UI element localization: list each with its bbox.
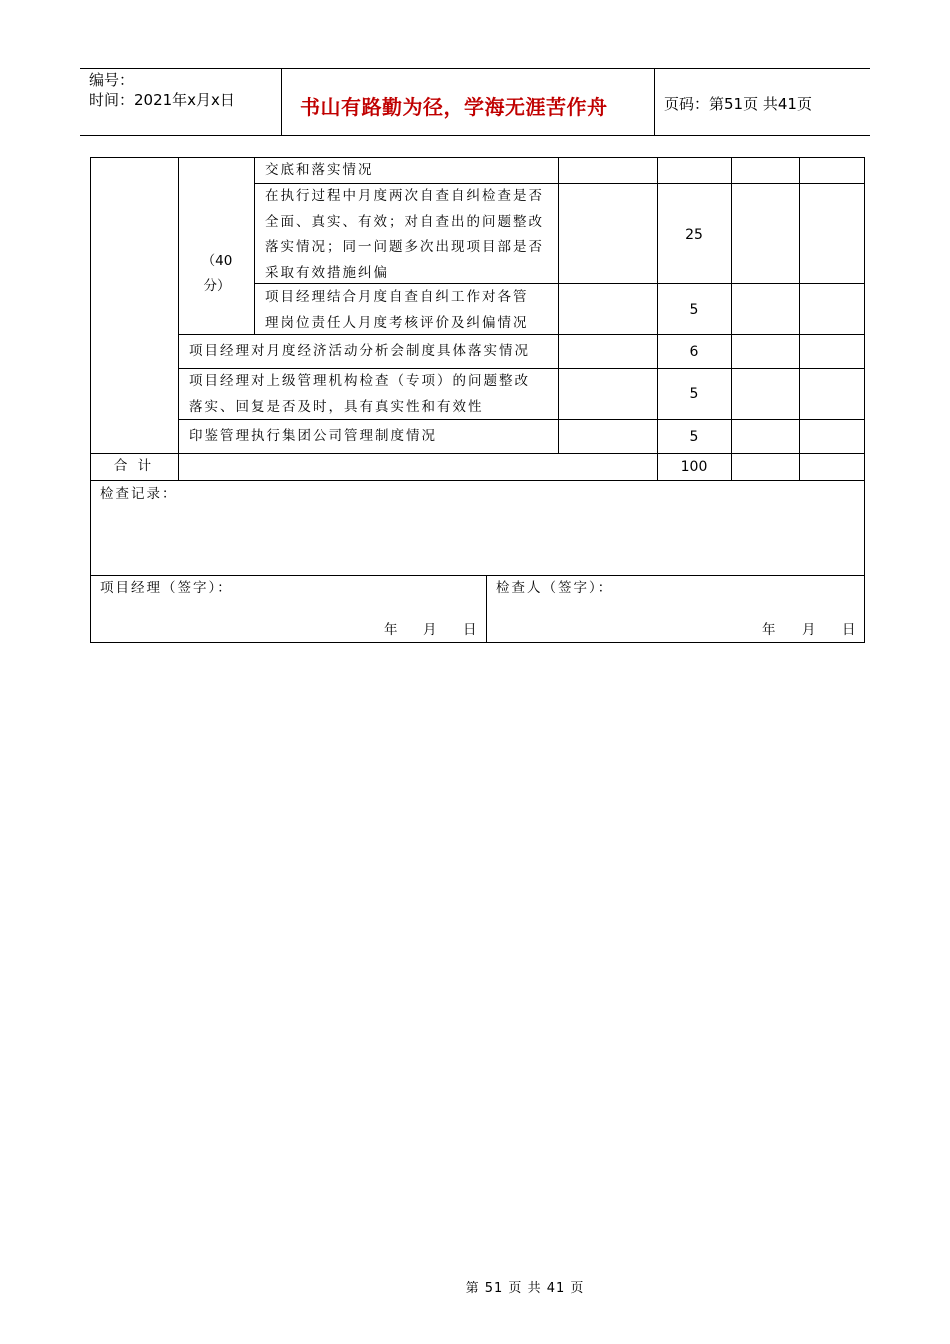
category-score-line: （40 [201, 253, 233, 269]
table-border-right [864, 157, 865, 643]
table-col-rule [178, 157, 179, 481]
document-number-label: 编号： [89, 71, 135, 89]
table-border-left [90, 157, 91, 643]
row-score: 5 [689, 386, 699, 402]
row-text-line: 理岗位责任人月度考核评价及纠偏情况 [265, 314, 529, 331]
inspector-date-month: 月 [802, 622, 818, 638]
table-row-text [189, 369, 530, 420]
row-score: 5 [689, 429, 699, 445]
page-number-label: 页码：第51页 共41页 [664, 95, 812, 113]
row-text-line: 印鉴管理执行集团公司管理制度情况 [189, 428, 437, 444]
table-col-rule [799, 157, 800, 481]
table-row-text [189, 339, 530, 365]
table-row-text [189, 424, 437, 450]
total-label: 合 计 [113, 458, 155, 474]
row-text-line: 全面、真实、有效；对自查出的问题整改 [265, 213, 544, 230]
table-rule [90, 453, 865, 454]
row-text-line: 在执行过程中月度两次自查自纠检查是否 [265, 188, 544, 204]
manager-date-year: 年 [384, 622, 400, 638]
header-motto: 书山有路勤为径，学海无涯苦作舟 [300, 95, 608, 119]
row-text-line: 落实、回复是否及时，具有真实性和有效性 [189, 398, 484, 415]
manager-signature-label: 项目经理（签字）： [100, 580, 233, 596]
table-row-text [265, 158, 374, 184]
document-time-label: 时间：2021年x月x日 [89, 91, 235, 109]
inspector-signature-label: 检查人（签字）： [496, 580, 614, 596]
header-divider-left [281, 68, 282, 136]
row-text-line: 采取有效措施纠偏 [265, 264, 389, 281]
table-row-text [265, 285, 529, 336]
row-text-line: 项目经理对上级管理机构检查（专项）的问题整改 [189, 373, 530, 389]
manager-date-month: 月 [423, 622, 439, 638]
category-score-line: 分） [203, 278, 231, 294]
row-text-line: 项目经理结合月度自查自纠工作对各管 [265, 289, 529, 305]
table-col-rule [731, 157, 732, 481]
row-text-line: 落实情况；同一问题多次出现项目部是否 [265, 239, 544, 255]
table-row-text [265, 184, 544, 286]
row-score: 5 [689, 302, 699, 318]
row-score: 25 [685, 227, 703, 243]
category-score [180, 249, 254, 299]
row-text-line: 交底和落实情况 [265, 162, 374, 178]
page-footer: 第 51 页 共 41 页 [465, 1281, 585, 1296]
table-col-rule [254, 157, 255, 335]
total-score: 100 [680, 459, 708, 475]
header-divider-right [654, 68, 655, 136]
row-score: 6 [689, 344, 699, 360]
header-bottom-rule [80, 135, 870, 136]
table-rule [90, 480, 865, 481]
table-col-rule [558, 157, 559, 454]
signature-divider [486, 575, 487, 643]
row-text-line: 项目经理对月度经济活动分析会制度具体落实情况 [189, 343, 530, 359]
inspector-date-year: 年 [762, 622, 778, 638]
header-top-rule [80, 68, 870, 69]
manager-date-day: 日 [463, 622, 479, 638]
table-rule-top [90, 157, 865, 158]
inspection-record-label: 检查记录： [100, 486, 178, 502]
inspector-date-day: 日 [842, 622, 858, 638]
